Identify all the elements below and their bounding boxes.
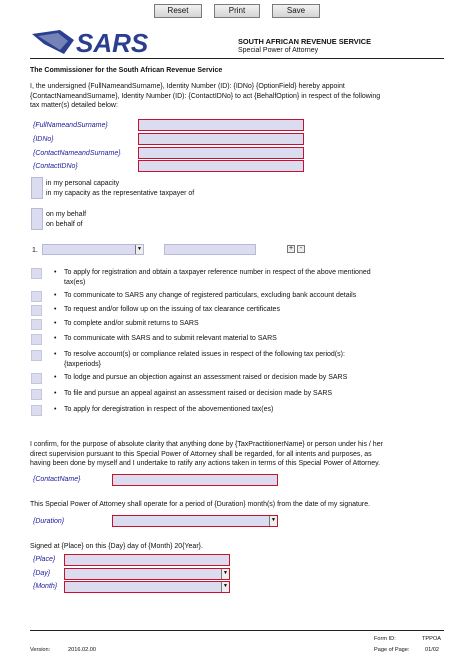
print-button[interactable]: Print — [214, 4, 260, 18]
contact-id-input[interactable] — [138, 160, 304, 172]
intro-line-1: I, the undersigned {FullNameandSurname}, Identity Number (ID): {IDNo} {OptionField} hereby appoint — [30, 83, 345, 90]
day-label: {Day} — [33, 570, 51, 577]
capacity-representative-label: in my capacity as the representative taxpayer of — [46, 190, 195, 197]
contact-name-field-label: {ContactName} — [33, 476, 81, 483]
form-id-value: TPPOA — [422, 636, 441, 642]
item-3-checkbox[interactable] — [31, 305, 42, 316]
month-select[interactable] — [64, 581, 230, 593]
row-number: 1. — [32, 247, 38, 254]
item-2-checkbox[interactable] — [31, 291, 42, 302]
place-input[interactable] — [64, 554, 230, 566]
tax-type-detail-input[interactable] — [164, 244, 256, 255]
confirm-line-3: having been done by myself and I undertake to ratify any actions taken in terms of this Special Power of Attorney. — [30, 460, 381, 467]
bullet-icon: • — [54, 406, 57, 413]
addressee: The Commissioner for the South African Revenue Service — [30, 67, 223, 74]
item-5-checkbox[interactable] — [31, 334, 42, 345]
full-name-input[interactable] — [138, 119, 304, 131]
sars-logo — [30, 26, 170, 58]
item-1-line-2: tax(es) — [64, 278, 86, 286]
contact-name-input[interactable] — [138, 147, 304, 159]
item-7-line-1: To lodge and pursue an objection against an assessment raised or decision made by SARS — [64, 374, 348, 381]
chevron-down-icon[interactable] — [269, 516, 277, 526]
footer-divider — [30, 630, 444, 631]
item-3-line-1: To request and/or follow up on the issuing of tax clearance certificates — [64, 306, 280, 313]
bullet-icon: • — [54, 269, 57, 276]
item-5-line-1: To communicate with SARS and to submit relevant material to SARS — [64, 335, 277, 342]
chevron-down-icon[interactable] — [221, 569, 229, 579]
page-label: Page of Page: — [374, 647, 410, 653]
id-no-label: {IDNo} — [33, 136, 54, 143]
page-value: 01/02 — [425, 647, 439, 653]
item-8-line-1: To file and pursue an appeal against an assessment raised or decision made by SARS — [64, 390, 333, 397]
confirm-line-1: I confirm, for the purpose of absolute clarity that anything done by {TaxPractitionerName} or person under his / her — [30, 441, 383, 448]
contact-name-label: {ContactNameandSurname} — [33, 150, 121, 157]
reset-button[interactable]: Reset — [154, 4, 202, 18]
tax-type-select[interactable] — [42, 244, 144, 255]
item-8-checkbox[interactable] — [31, 389, 42, 400]
version-label: Version: — [30, 647, 51, 653]
intro-line-3: tax matter(s) detailed below: — [30, 102, 118, 109]
item-9-line-1: To apply for deregistration in respect of the abovementioned tax(es) — [64, 406, 274, 413]
item-7-checkbox[interactable] — [31, 373, 42, 384]
sars-logo-text: SARS — [76, 28, 149, 58]
save-button[interactable]: Save — [272, 4, 320, 18]
signed-text: Signed at {Place} on this {Day} day of {Month} 20{Year}. — [30, 543, 203, 550]
behalf-option-box[interactable] — [31, 208, 43, 230]
intro-line-2: {ContactNameandSurname}, Identity Number (ID): {ContactIDNo} to act {BehalfOption} in respect of the following — [30, 92, 381, 100]
item-6-checkbox[interactable] — [31, 350, 42, 361]
chevron-down-icon[interactable] — [135, 245, 143, 254]
bullet-icon: • — [54, 374, 57, 381]
item-6-line-1: To resolve account(s) or compliance related issues in respect of the following tax period(s): — [64, 351, 345, 358]
bullet-icon: • — [54, 320, 57, 327]
bullet-icon: • — [54, 306, 57, 313]
item-1-line-1: To apply for registration and obtain a taxpayer reference number in respect of the above mentioned — [64, 269, 371, 276]
duration-select[interactable] — [112, 515, 278, 527]
item-1-checkbox[interactable] — [31, 268, 42, 279]
header-divider — [30, 58, 444, 59]
item-4-checkbox[interactable] — [31, 319, 42, 330]
full-name-label: {FullNameandSurname} — [33, 122, 108, 129]
confirm-line-2: direct supervision pursuant to this Special Power of Attorney shall be regarded, for all intents and purposes, as — [30, 450, 372, 458]
item-2-line-1: To communicate to SARS any change of registered particulars, excluding bank account details — [64, 292, 357, 299]
contact-id-label: {ContactIDNo} — [33, 163, 78, 170]
behalf-of-label: on behalf of — [46, 221, 83, 228]
bullet-icon: • — [54, 292, 57, 299]
item-6-line-2: {taxperiods} — [64, 360, 101, 368]
contact-name-field-input[interactable] — [112, 474, 278, 486]
id-no-input[interactable] — [138, 133, 304, 145]
day-select[interactable] — [64, 568, 230, 580]
month-label: {Month} — [33, 583, 58, 590]
version-value: 2016.02.00 — [68, 647, 96, 653]
header-title: SOUTH AFRICAN REVENUE SERVICE — [238, 37, 372, 46]
capacity-personal-label: in my personal capacity — [46, 180, 120, 187]
duration-text: This Special Power of Attorney shall operate for a period of {Duration} month(s) from the date of my signature. — [30, 501, 371, 508]
remove-row-button[interactable]: - — [297, 245, 305, 253]
duration-label: {Duration} — [33, 518, 65, 525]
item-9-checkbox[interactable] — [31, 405, 42, 416]
toolbar — [0, 4, 474, 18]
bullet-icon: • — [54, 335, 57, 342]
chevron-down-icon[interactable] — [221, 582, 229, 592]
behalf-my-label: on my behalf — [46, 211, 87, 218]
place-label: {Place} — [33, 556, 56, 563]
bullet-icon: • — [54, 351, 57, 358]
item-4-line-1: To complete and/or submit returns to SARS — [64, 320, 199, 327]
capacity-option-box[interactable] — [31, 177, 43, 199]
header-subtitle: Special Power of Attorney — [238, 47, 319, 54]
bullet-icon: • — [54, 390, 57, 397]
form-id-label: Form ID: — [374, 636, 396, 642]
add-row-button[interactable]: + — [288, 245, 294, 252]
